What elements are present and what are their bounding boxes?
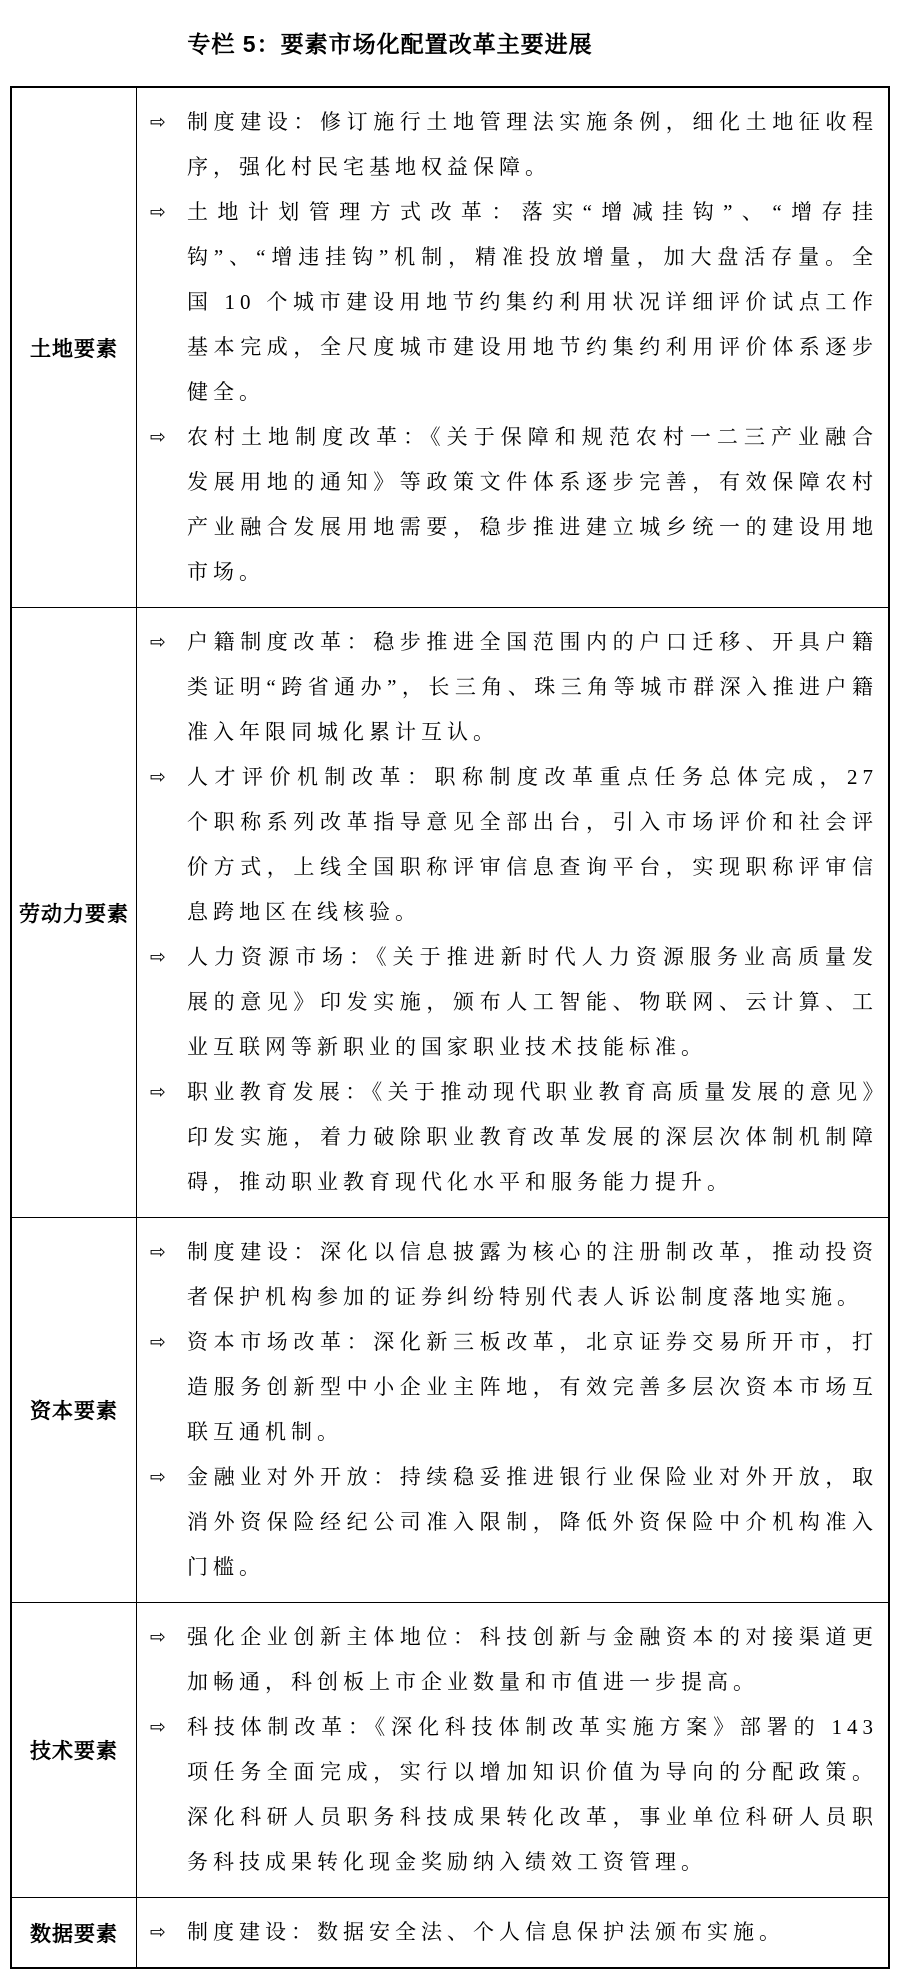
arrow-right-outline-icon: ⇨ [150,631,166,653]
row-label: 资本要素 [30,1400,118,1423]
row-label: 数据要素 [30,1922,118,1946]
row-label: 技术要素 [30,1740,118,1763]
bullet-item [137,1455,878,1590]
bullet-item [137,1070,878,1205]
row-label-cell [12,608,137,1217]
row-label: 土地要素 [30,337,118,361]
arrow-right-outline-icon: ⇨ [150,1921,166,1943]
bullet-text: 科技体制改革：《深化科技体制改革实施方案》部署的 143 项任务全面完成，实行以增加知识价值为导向的分配政策。深化科研人员职务科技成果转化改革，事业单位科研人员职务科技成果转化现金奖励纳入绩效工资管理。 [187,1715,878,1874]
bullet-text: 人力资源市场：《关于推进新时代人力资源服务业高质量发展的意见》印发实施，颁布人工智能、物联网、云计算、工业互联网等新职业的国家职业技术技能标准。 [187,945,878,1059]
bullet-text: 户籍制度改革：稳步推进全国范围内的户口迁移、开具户籍类证明“跨省通办”，长三角、珠三角等城市群深入推进户籍准入年限同城化累计互认。 [187,630,878,744]
arrow-right-outline-icon: ⇨ [150,201,166,223]
bullet-item [137,190,878,415]
arrow-right-outline-icon: ⇨ [150,426,166,448]
table-row [12,1897,888,1967]
table-row [12,88,888,607]
bullet-text: 强化企业创新主体地位：科技创新与金融资本的对接渠道更加畅通，科创板上市企业数量和市值进一步提高。 [187,1625,878,1694]
factors-table [10,86,890,1969]
arrow-right-outline-icon: ⇨ [150,1626,166,1648]
bullet-text: 农村土地制度改革：《关于保障和规范农村一二三产业融合发展用地的通知》等政策文件体系逐步完善，有效保障农村产业融合发展用地需要，稳步推进建立城乡统一的建设用地市场。 [187,425,878,584]
bullet-item [137,755,878,935]
title-wrap [0,26,780,59]
bullet-text: 制度建设：深化以信息披露为核心的注册制改革，推动投资者保护机构参加的证券纠纷特别代表人诉讼制度落地实施。 [187,1240,878,1309]
row-label-cell [12,88,137,607]
bullet-text: 职业教育发展：《关于推动现代职业教育高质量发展的意见》印发实施，着力破除职业教育改革发展的深层次体制机制障碍，推动职业教育现代化水平和服务能力提升。 [187,1080,878,1194]
row-content-cell [137,1603,888,1897]
arrow-right-outline-icon: ⇨ [150,766,166,788]
bullet-item [137,415,878,595]
arrow-right-outline-icon: ⇨ [150,1241,166,1263]
arrow-right-outline-icon: ⇨ [150,111,166,133]
bullet-text: 人才评价机制改革：职称制度改革重点任务总体完成，27 个职称系列改革指导意见全部出台，引入市场评价和社会评价方式，上线全国职称评审信息查询平台，实现职称评审信息跨地区在线核验。 [187,765,878,924]
bullet-item [137,1230,878,1320]
arrow-right-outline-icon: ⇨ [150,1081,166,1103]
arrow-right-outline-icon: ⇨ [150,946,166,968]
bullet-text: 资本市场改革：深化新三板改革，北京证券交易所开市，打造服务创新型中小企业主阵地，有效完善多层次资本市场互联互通机制。 [187,1330,878,1444]
arrow-right-outline-icon: ⇨ [150,1466,166,1488]
bullet-text: 土地计划管理方式改革：落实“增减挂钩”、“增存挂钩”、“增违挂钩”机制，精准投放增量，加大盘活存量。全国 10 个城市建设用地节约集约利用状况详细评价试点工作基本完成，全尺度城市建设用地节约集约利用评价体系逐步健全。 [187,200,878,404]
row-label-cell [12,1218,137,1602]
bullet-text: 制度建设：修订施行土地管理法实施条例，细化土地征收程序，强化村民宅基地权益保障。 [187,110,878,179]
row-label: 劳动力要素 [19,902,129,926]
bullet-item [137,935,878,1070]
bullet-text: 制度建设：数据安全法、个人信息保护法颁布实施。 [187,1920,785,1944]
bullet-item [137,1910,878,1955]
arrow-right-outline-icon: ⇨ [150,1716,166,1738]
row-content-cell [137,608,888,1217]
table-row [12,1217,888,1602]
bullet-item [137,1320,878,1455]
row-content-cell [137,1898,888,1967]
row-label-cell [12,1603,137,1897]
table-row [12,1602,888,1897]
bullet-text: 金融业对外开放：持续稳妥推进银行业保险业对外开放，取消外资保险经纪公司准入限制，降低外资保险中介机构准入门槛。 [187,1465,878,1579]
bullet-item [137,1615,878,1705]
bullet-item [137,620,878,755]
bullet-item [137,1705,878,1885]
row-label-cell [12,1898,137,1967]
row-content-cell [137,88,888,607]
page-title: 专栏 5：要素市场化配置改革主要进展 [187,31,593,57]
table-row [12,607,888,1217]
row-content-cell [137,1218,888,1602]
bullet-item [137,100,878,190]
arrow-right-outline-icon: ⇨ [150,1331,166,1353]
